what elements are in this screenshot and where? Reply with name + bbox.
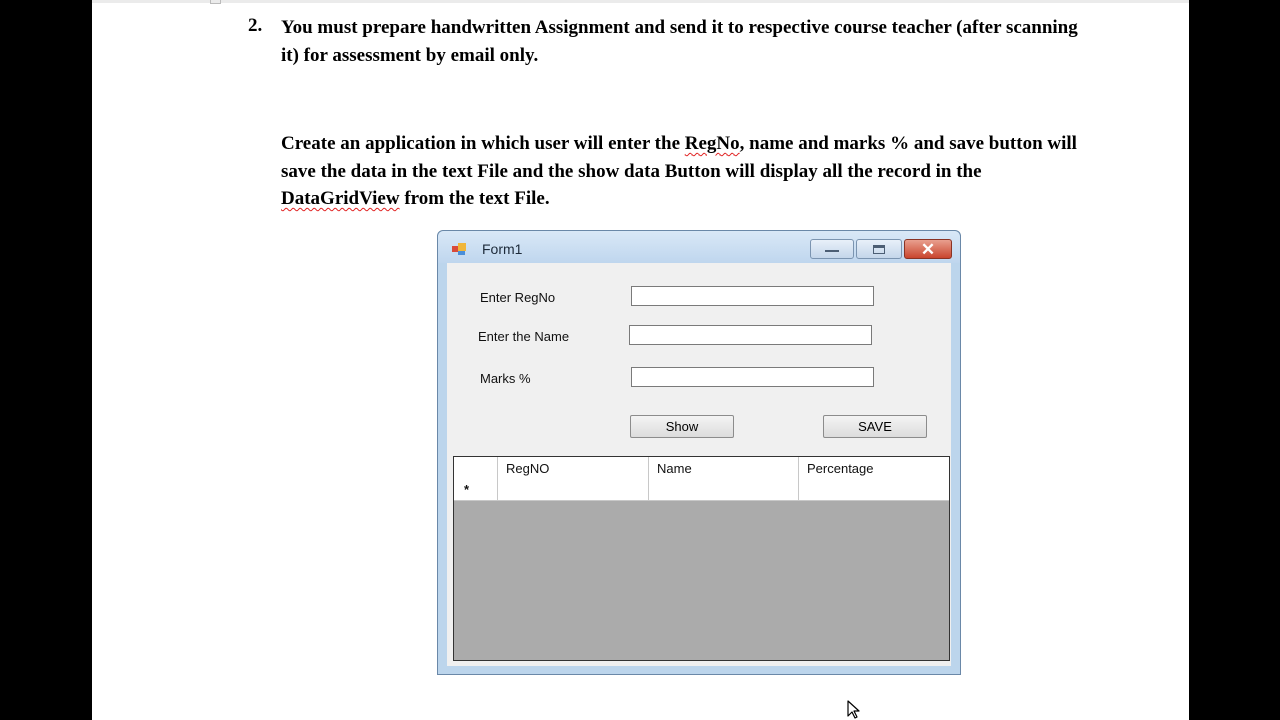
grid-column-header-percentage[interactable]: Percentage	[807, 461, 874, 476]
close-icon: ✕	[920, 239, 936, 259]
window-titlebar[interactable]	[438, 231, 960, 263]
name-input[interactable]	[629, 325, 872, 345]
grid-column-header-name[interactable]: Name	[649, 457, 799, 480]
grid-cell-percentage[interactable]	[799, 480, 949, 500]
form1-window	[437, 230, 961, 675]
grid-row-header-corner[interactable]	[454, 457, 498, 480]
maximize-icon	[873, 245, 885, 254]
window-bottom-border	[438, 666, 960, 674]
save-button[interactable]: SAVE	[823, 415, 927, 438]
grid-header-row	[454, 457, 949, 481]
list-item-number: 2.	[248, 15, 263, 36]
minimize-icon	[825, 250, 839, 252]
instruction-paragraph: You must prepare handwritten Assignment and send it to respective course teacher (after scanning it) for assessment by email only.	[281, 17, 1078, 66]
maximize-button[interactable]	[856, 239, 902, 259]
app-icon	[452, 243, 466, 255]
page-corner-mark	[210, 0, 221, 4]
spellcheck-word-regno: RegNo	[684, 133, 740, 154]
grid-cell-name[interactable]	[649, 480, 799, 500]
grid-column-header-regno[interactable]: RegNO	[498, 457, 649, 480]
show-button[interactable]: Show	[630, 415, 734, 438]
marks-input[interactable]	[631, 367, 874, 387]
window-title: Form1	[482, 241, 523, 257]
new-row-marker: *	[454, 480, 498, 500]
page-top-rule	[92, 0, 1189, 3]
form-client-area	[447, 263, 951, 666]
task-text-part2: , name and marks % and save button will save the data in the text File and the show data Button will display all the record in the	[281, 133, 1077, 182]
task-paragraph	[281, 130, 1096, 213]
name-label: Enter the Name	[478, 329, 570, 344]
spellcheck-word-datagridview: DataGridView	[281, 188, 400, 209]
close-button[interactable]	[904, 239, 952, 259]
grid-cell-regno[interactable]	[498, 480, 649, 500]
task-text-part1: Create an application in which user will enter the	[281, 133, 685, 154]
grid-new-row[interactable]	[454, 480, 949, 501]
minimize-button[interactable]	[810, 239, 854, 259]
task-text-part3: from the text File.	[399, 188, 550, 209]
marks-label: Marks %	[480, 371, 531, 386]
regno-label: Enter RegNo	[480, 290, 556, 305]
regno-input[interactable]	[631, 286, 874, 306]
mouse-cursor-icon	[846, 700, 864, 720]
data-grid-view[interactable]	[453, 456, 950, 661]
